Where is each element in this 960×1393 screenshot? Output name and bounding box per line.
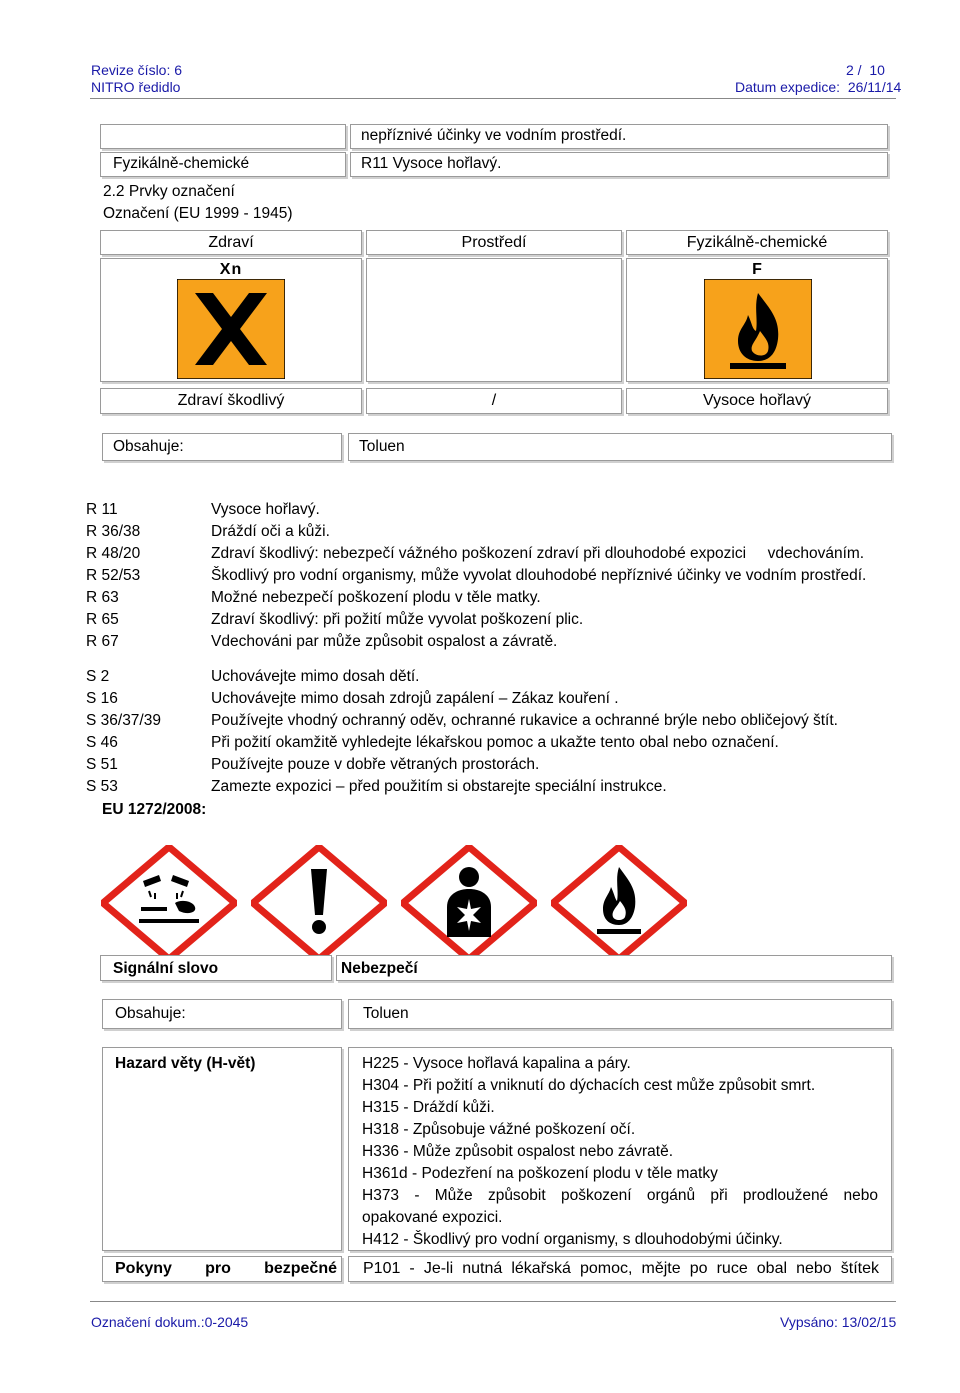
s-text: Uchovávejte mimo dosah zdrojů zapálení – Zákaz kouření . [211, 690, 619, 707]
r-text: Vdechováni par může způsobit ospalost a závratě. [211, 633, 558, 650]
safety-label-cell [102, 1256, 342, 1282]
hazard-label-cell [102, 1047, 342, 1251]
signal-label-cell [100, 955, 332, 981]
document-id: Označení dokum.:0-2045 [91, 1314, 249, 1330]
r-text: Možné nebezpečí poškození plodu v těle matky. [211, 589, 541, 606]
corrosion-pictogram-icon [101, 845, 237, 961]
s-text: Při požití okamžitě vyhledejte lékařskou pomoc a ukažte tento obal nebo označení. [211, 734, 779, 751]
top-row2-label-cell [100, 152, 346, 177]
top-row2-value: R11 Vysoce hořlavý. [361, 155, 502, 172]
revision-value: 6 [174, 62, 183, 78]
desc-physchem: Vysoce hořlavý [703, 392, 811, 409]
hazard-line: H361d - Podezření na poškození plodu v těle matky [362, 1165, 718, 1182]
hazard-line: H304 - Při požití a vniknutí do dýchacích cest může způsobit smrt. [362, 1077, 816, 1094]
contains-label-cell [102, 433, 342, 461]
s-text: Uchovávejte mimo dosah dětí. [211, 668, 420, 685]
hazard-line: opakované expozici. [362, 1209, 503, 1226]
safety-label: Pokyny pro bezpečné [115, 1260, 337, 1277]
r-code: R 11 [86, 501, 118, 518]
r-code: R 52/53 [86, 567, 141, 584]
r-code: R 36/38 [86, 523, 141, 540]
r-code: R 65 [86, 611, 119, 628]
s-code: S 51 [86, 756, 118, 773]
contains2-label: Obsahuje: [115, 1005, 186, 1022]
section-subtitle: Označení (EU 1999 - 1945) [103, 205, 293, 222]
col-header-environment: Prostředí [366, 230, 622, 255]
safety-value: P101 - Je-li nutná lékařská pomoc, mějte po ruce obal nebo štítek [363, 1260, 879, 1277]
r-text: Škodlivý pro vodní organismy, může vyvolat dlouhodobé nepříznivé účinky ve vodním prostředí. [211, 567, 867, 584]
section-title: 2.2 Prvky označení [103, 183, 235, 200]
desc-cell-health [100, 388, 362, 414]
s-text: Používejte vhodný ochranný oděv, ochranné rukavice a ochranné brýle nebo obličejový štít. [211, 712, 838, 729]
contains2-value-cell [348, 999, 892, 1029]
desc-health: Zdraví škodlivý [177, 392, 285, 409]
signal-value: Nebezpečí [341, 960, 418, 977]
flammable-f-icon [704, 279, 812, 379]
footer-divider [90, 1301, 896, 1302]
contains2-value: Toluen [363, 1005, 409, 1022]
s-code: S 2 [86, 668, 110, 685]
symbol-code-xn: Xn [219, 261, 243, 278]
s-code: S 16 [86, 690, 118, 707]
hazard-label: Hazard věty (H-vět) [115, 1055, 256, 1072]
exclamation-pictogram-icon [251, 845, 387, 961]
top-row2-value-cell [350, 152, 888, 177]
symbol-code-f: F [752, 261, 762, 278]
desc-cell-environment [366, 388, 622, 414]
page-number: 2 / 10 [846, 62, 885, 78]
r-code: R 48/20 [86, 545, 141, 562]
header-divider [90, 98, 896, 99]
s-text: Používejte pouze v dobře větraných prostorách. [211, 756, 540, 773]
written-date: Vypsáno: 13/02/15 [780, 1314, 897, 1330]
contains-value: Toluen [359, 438, 405, 455]
hazard-line: H318 - Způsobuje vážné poškození očí. [362, 1121, 636, 1138]
health-hazard-pictogram-icon [401, 845, 537, 961]
top-row1-value: nepříznivé účinky ve vodním prostředí. [361, 127, 627, 144]
top-row1-label-cell [100, 124, 346, 149]
symbol-cell-environment [366, 258, 622, 382]
desc-cell-physchem [626, 388, 888, 414]
flame-pictogram-icon [551, 845, 687, 961]
desc-environment: / [491, 392, 497, 409]
top-row1-value-cell [350, 124, 888, 149]
r-text: Dráždí oči a kůži. [211, 523, 330, 540]
issue-date: Datum expedice: 26/11/14 [735, 79, 902, 95]
signal-label: Signální slovo [113, 960, 219, 977]
hazard-line: H315 - Dráždí kůži. [362, 1099, 495, 1116]
s-code: S 46 [86, 734, 118, 751]
product-name: NITRO ředidlo [91, 79, 181, 95]
contains-value-cell [348, 433, 892, 461]
r-text: Vysoce hořlavý. [211, 501, 320, 518]
r-code: R 63 [86, 589, 119, 606]
hazard-line: H336 - Může způsobit ospalost nebo závratě. [362, 1143, 674, 1160]
top-row2-label: Fyzikálně-chemické [113, 155, 250, 172]
hazard-line: H373 - Může způsobit poškození orgánů při prodloužené nebo [362, 1187, 878, 1204]
s-code: S 36/37/39 [86, 712, 161, 729]
r-text: Zdraví škodlivý: nebezpečí vážného poškození zdraví při dlouhodobé expozici vdechováním. [211, 545, 865, 562]
r-code: R 67 [86, 633, 119, 650]
col-header-health: Zdraví [100, 230, 362, 255]
signal-value-cell [336, 955, 892, 981]
s-text: Zamezte expozici – před použitím si obstarejte speciální instrukce. [211, 778, 667, 795]
hazard-line: H225 - Vysoce hořlavá kapalina a páry. [362, 1055, 631, 1072]
col-header-physchem: Fyzikálně-chemické [626, 230, 888, 255]
revision-label: Revize číslo: 6 [91, 62, 183, 78]
r-text: Zdraví škodlivý: při požití může vyvolat poškození plic. [211, 611, 584, 628]
harmful-xn-icon [177, 279, 285, 379]
eu-regulation-label: EU 1272/2008: [102, 801, 207, 818]
contains2-label-cell [102, 999, 342, 1029]
safety-value-cell [348, 1256, 892, 1282]
s-code: S 53 [86, 778, 118, 795]
contains-label: Obsahuje: [113, 438, 184, 455]
hazard-line: H412 - Škodlivý pro vodní organismy, s dlouhodobými účinky. [362, 1231, 783, 1248]
